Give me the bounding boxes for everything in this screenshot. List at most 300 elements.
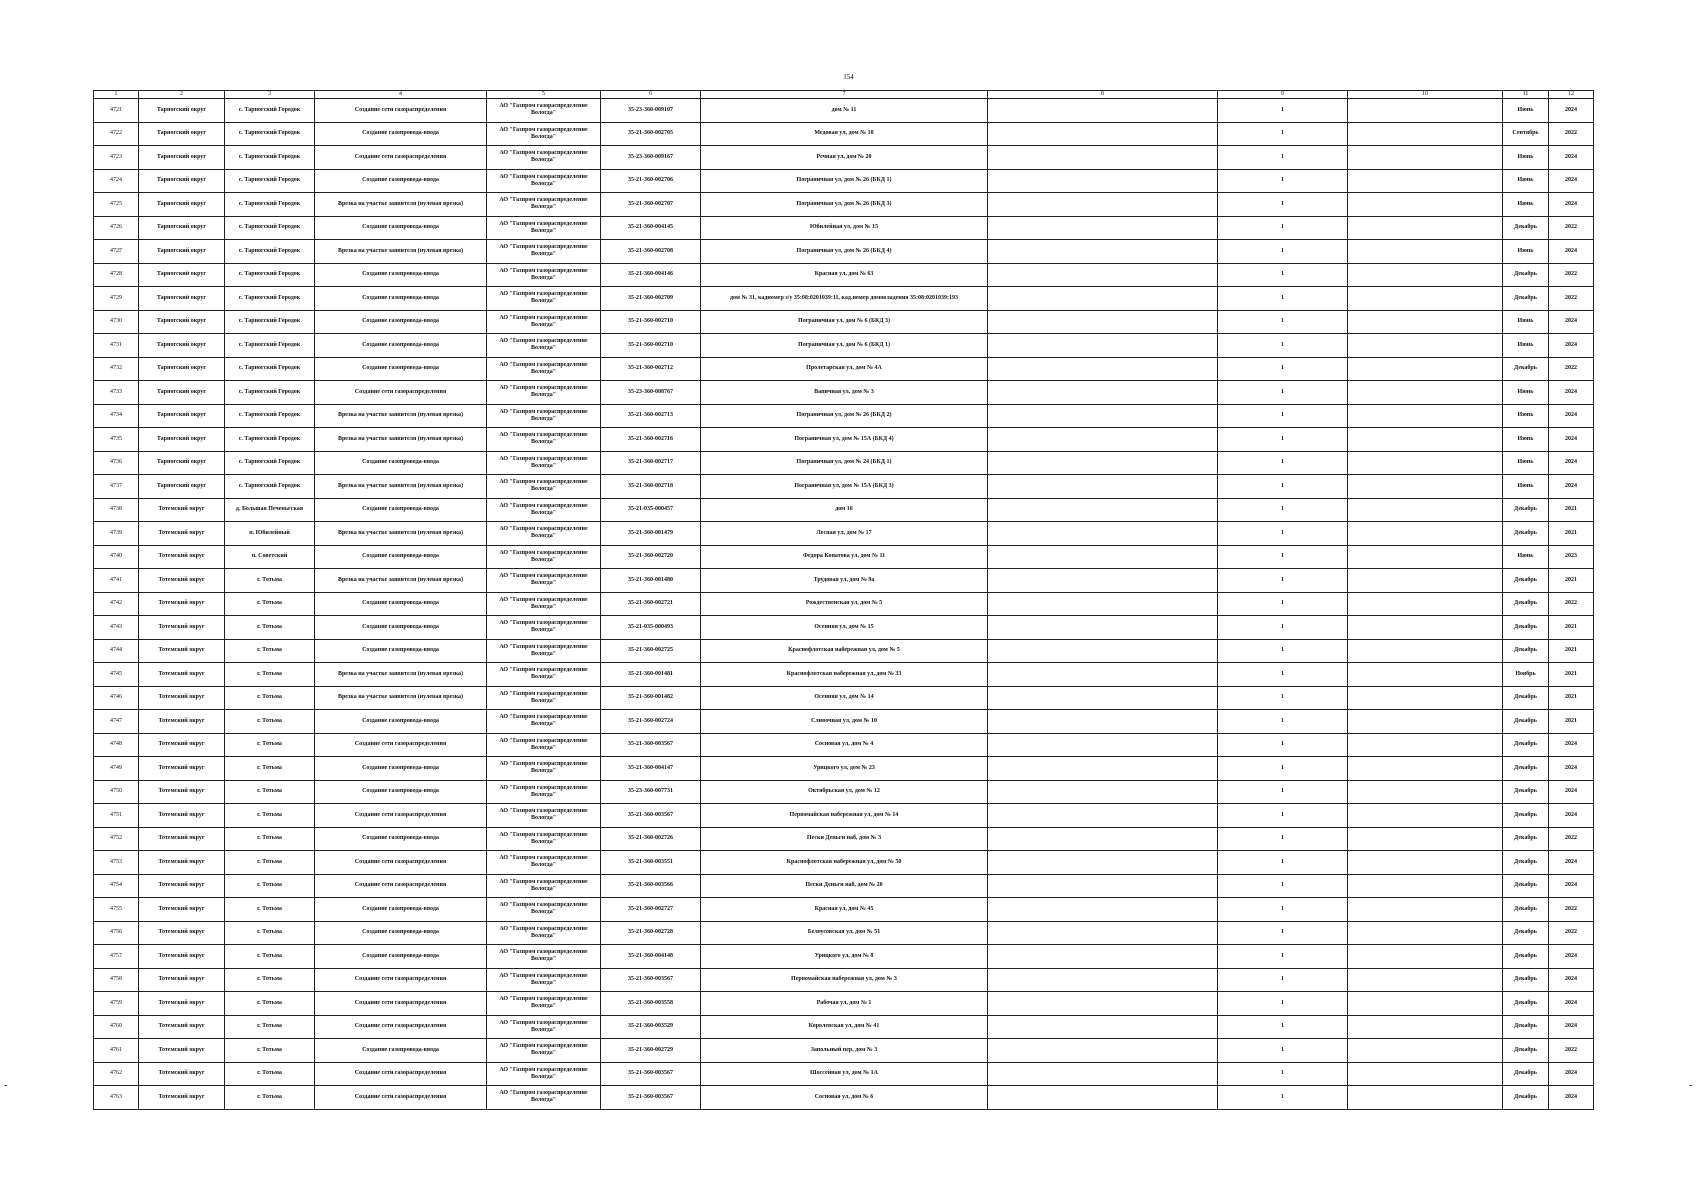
cell-district: Тотемский округ: [139, 663, 225, 687]
cell-work-type: Создание сети газораспределения: [315, 851, 487, 875]
cell-year: 2024: [1549, 310, 1594, 334]
cell-empty-col-8: [988, 945, 1218, 969]
cell-settlement: с. Тарногский Городок: [225, 287, 315, 311]
cell-year: 2024: [1549, 451, 1594, 475]
cell-row-number: 4752: [94, 827, 139, 851]
cell-settlement: с. Тарногский Городок: [225, 404, 315, 428]
cell-settlement: г. Тотьма: [225, 686, 315, 710]
cell-org-name: АО "Газпром газораспределение Вологда": [487, 545, 601, 569]
cell-district: Тотемский округ: [139, 1015, 225, 1039]
cell-address: Сливочная ул, дом № 10: [701, 710, 988, 734]
cell-org-name: АО "Газпром газораспределение Вологда": [487, 780, 601, 804]
cell-org-name: АО "Газпром газораспределение Вологда": [487, 522, 601, 546]
cell-empty-col-10: [1348, 569, 1503, 593]
cell-row-number: 4758: [94, 968, 139, 992]
registry-table: [93, 90, 1594, 1110]
cell-year: 2021: [1549, 686, 1594, 710]
cell-org-name: АО "Газпром газораспределение Вологда": [487, 428, 601, 452]
cell-empty-col-8: [988, 169, 1218, 193]
cell-empty-col-10: [1348, 1039, 1503, 1063]
cell-district: Тотемский округ: [139, 780, 225, 804]
cell-work-type: Создание газопровода-ввода: [315, 122, 487, 146]
cell-object-code: 35-23-360-008767: [601, 381, 701, 405]
cell-address: Урицкого ул, дом № 23: [701, 757, 988, 781]
cell-empty-col-10: [1348, 146, 1503, 170]
cell-org-name: АО "Газпром газораспределение Вологда": [487, 827, 601, 851]
cell-empty-col-10: [1348, 287, 1503, 311]
cell-settlement: д. Большая Печеньгская: [225, 498, 315, 522]
cell-object-code: 35-21-360-001481: [601, 663, 701, 687]
cell-quantity: 1: [1218, 404, 1348, 428]
table-body: [94, 99, 1594, 1110]
cell-empty-col-8: [988, 851, 1218, 875]
cell-district: Тарногский округ: [139, 451, 225, 475]
cell-object-code: 35-21-360-002709: [601, 287, 701, 311]
cell-work-type: Врезка на участке заявителя (нулевая врезка): [315, 193, 487, 217]
cell-address: Пограничная ул, дом № 15А (БКД 4): [701, 428, 988, 452]
cell-address: Шоссейная ул, дом № 1А: [701, 1062, 988, 1086]
cell-org-name: АО "Газпром газораспределение Вологда": [487, 639, 601, 663]
cell-empty-col-8: [988, 334, 1218, 358]
cell-org-name: АО "Газпром газораспределение Вологда": [487, 99, 601, 123]
cell-empty-col-8: [988, 146, 1218, 170]
cell-object-code: 35-21-360-001479: [601, 522, 701, 546]
table-row: [94, 357, 1594, 381]
cell-object-code: 35-21-360-002710: [601, 310, 701, 334]
cell-district: Тарногский округ: [139, 310, 225, 334]
cell-address: Пограничная ул, дом № 26 (БКД 2): [701, 404, 988, 428]
cell-month: Декабрь: [1503, 827, 1549, 851]
cell-district: Тарногский округ: [139, 169, 225, 193]
cell-empty-col-10: [1348, 216, 1503, 240]
cell-quantity: 1: [1218, 357, 1348, 381]
cell-year: 2022: [1549, 263, 1594, 287]
cell-settlement: г. Тотьма: [225, 1039, 315, 1063]
cell-empty-col-8: [988, 710, 1218, 734]
cell-row-number: 4754: [94, 874, 139, 898]
cell-district: Тотемский округ: [139, 874, 225, 898]
table-row: [94, 216, 1594, 240]
cell-row-number: 4742: [94, 592, 139, 616]
cell-year: 2024: [1549, 1062, 1594, 1086]
cell-org-name: АО "Газпром газораспределение Вологда": [487, 381, 601, 405]
cell-empty-col-8: [988, 428, 1218, 452]
cell-row-number: 4739: [94, 522, 139, 546]
cell-district: Тотемский округ: [139, 945, 225, 969]
cell-year: 2022: [1549, 287, 1594, 311]
cell-empty-col-10: [1348, 522, 1503, 546]
column-number-7: 7: [701, 91, 988, 99]
cell-work-type: Создание газопровода-ввода: [315, 921, 487, 945]
table-row: [94, 146, 1594, 170]
table-row: [94, 780, 1594, 804]
cell-district: Тотемский округ: [139, 1086, 225, 1110]
cell-month: Июнь: [1503, 193, 1549, 217]
column-number-5: 5: [487, 91, 601, 99]
cell-address: Вапичная ул, дом № 3: [701, 381, 988, 405]
cell-month: Декабрь: [1503, 851, 1549, 875]
cell-year: 2022: [1549, 827, 1594, 851]
cell-row-number: 4755: [94, 898, 139, 922]
cell-object-code: 35-21-360-004148: [601, 945, 701, 969]
cell-object-code: 35-21-360-002726: [601, 827, 701, 851]
cell-quantity: 1: [1218, 287, 1348, 311]
cell-quantity: 1: [1218, 169, 1348, 193]
cell-settlement: г. Тотьма: [225, 1015, 315, 1039]
cell-year: 2024: [1549, 945, 1594, 969]
cell-settlement: г. Тотьма: [225, 592, 315, 616]
cell-row-number: 4727: [94, 240, 139, 264]
cell-year: 2021: [1549, 663, 1594, 687]
table-row: [94, 122, 1594, 146]
cell-district: Тарногский округ: [139, 122, 225, 146]
cell-year: 2024: [1549, 428, 1594, 452]
cell-empty-col-10: [1348, 263, 1503, 287]
cell-empty-col-10: [1348, 122, 1503, 146]
cell-year: 2021: [1549, 522, 1594, 546]
cell-year: 2024: [1549, 334, 1594, 358]
cell-work-type: Создание газопровода-ввода: [315, 780, 487, 804]
cell-work-type: Создание газопровода-ввода: [315, 898, 487, 922]
cell-quantity: 1: [1218, 498, 1348, 522]
cell-quantity: 1: [1218, 686, 1348, 710]
column-number-9: 9: [1218, 91, 1348, 99]
cell-work-type: Создание газопровода-ввода: [315, 545, 487, 569]
cell-quantity: 1: [1218, 616, 1348, 640]
cell-org-name: АО "Газпром газораспределение Вологда": [487, 216, 601, 240]
cell-work-type: Создание газопровода-ввода: [315, 357, 487, 381]
cell-quantity: 1: [1218, 475, 1348, 499]
cell-district: Тотемский округ: [139, 639, 225, 663]
cell-year: 2021: [1549, 569, 1594, 593]
column-number-12: 12: [1549, 91, 1594, 99]
cell-row-number: 4748: [94, 733, 139, 757]
cell-work-type: Создание газопровода-ввода: [315, 263, 487, 287]
cell-empty-col-10: [1348, 686, 1503, 710]
cell-address: Лесная ул, дом № 17: [701, 522, 988, 546]
cell-month: Июнь: [1503, 428, 1549, 452]
cell-settlement: г. Тотьма: [225, 569, 315, 593]
cell-quantity: 1: [1218, 968, 1348, 992]
table-row: [94, 1062, 1594, 1086]
cell-settlement: с. Тарногский Городок: [225, 334, 315, 358]
cell-quantity: 1: [1218, 569, 1348, 593]
cell-object-code: 35-21-360-003567: [601, 733, 701, 757]
cell-org-name: АО "Газпром газораспределение Вологда": [487, 898, 601, 922]
cell-settlement: с. Тарногский Городок: [225, 428, 315, 452]
cell-address: Осенняя ул, дом № 14: [701, 686, 988, 710]
cell-address: Медовая ул, дом № 18: [701, 122, 988, 146]
cell-empty-col-8: [988, 381, 1218, 405]
cell-empty-col-10: [1348, 428, 1503, 452]
cell-address: Урицкого ул, дом № 8: [701, 945, 988, 969]
cell-work-type: Врезка на участке заявителя (нулевая врезка): [315, 475, 487, 499]
cell-org-name: АО "Газпром газораспределение Вологда": [487, 193, 601, 217]
cell-settlement: г. Тотьма: [225, 898, 315, 922]
cell-empty-col-10: [1348, 663, 1503, 687]
cell-empty-col-8: [988, 240, 1218, 264]
cell-settlement: с. Тарногский Городок: [225, 216, 315, 240]
cell-object-code: 35-21-360-002718: [601, 475, 701, 499]
cell-month: Декабрь: [1503, 569, 1549, 593]
table-row: [94, 522, 1594, 546]
cell-settlement: г. Тотьма: [225, 616, 315, 640]
cell-org-name: АО "Газпром газораспределение Вологда": [487, 851, 601, 875]
cell-address: дом № 31, кадномер з/у 35:08:0201039:11, кад.номер домовладения 35:08:0201039:193: [701, 287, 988, 311]
cell-quantity: 1: [1218, 898, 1348, 922]
cell-work-type: Врезка на участке заявителя (нулевая врезка): [315, 404, 487, 428]
cell-settlement: г. Тотьма: [225, 851, 315, 875]
cell-row-number: 4744: [94, 639, 139, 663]
cell-empty-col-8: [988, 663, 1218, 687]
cell-object-code: 35-21-360-002720: [601, 545, 701, 569]
cell-address: дом № 11: [701, 99, 988, 123]
cell-month: Декабрь: [1503, 616, 1549, 640]
cell-address: Пограничная ул, дом № 15А (БКД 3): [701, 475, 988, 499]
cell-row-number: 4734: [94, 404, 139, 428]
table-row: [94, 898, 1594, 922]
cell-month: Декабрь: [1503, 592, 1549, 616]
cell-row-number: 4723: [94, 146, 139, 170]
cell-address: Пограничная ул, дом № 24 (БКД 1): [701, 451, 988, 475]
cell-empty-col-8: [988, 992, 1218, 1016]
cell-quantity: 1: [1218, 193, 1348, 217]
cell-address: Рождественская ул, дом № 5: [701, 592, 988, 616]
cell-row-number: 4735: [94, 428, 139, 452]
cell-month: Декабрь: [1503, 804, 1549, 828]
cell-empty-col-8: [988, 592, 1218, 616]
cell-district: Тотемский округ: [139, 921, 225, 945]
cell-work-type: Создание газопровода-ввода: [315, 592, 487, 616]
cell-address: Пограничная ул, дом № 26 (БКД 4): [701, 240, 988, 264]
cell-row-number: 4747: [94, 710, 139, 734]
cell-object-code: 35-21-360-003558: [601, 992, 701, 1016]
table-row: [94, 710, 1594, 734]
cell-month: Декабрь: [1503, 1039, 1549, 1063]
cell-address: Пограничная ул, дом № 6 (БКД 3): [701, 310, 988, 334]
cell-month: Декабрь: [1503, 921, 1549, 945]
cell-object-code: 35-21-360-003551: [601, 851, 701, 875]
cell-object-code: 35-21-360-002729: [601, 1039, 701, 1063]
cell-quantity: 1: [1218, 310, 1348, 334]
cell-row-number: 4722: [94, 122, 139, 146]
column-number-2: 2: [139, 91, 225, 99]
cell-org-name: АО "Газпром газораспределение Вологда": [487, 334, 601, 358]
column-number-6: 6: [601, 91, 701, 99]
cell-org-name: АО "Газпром газораспределение Вологда": [487, 263, 601, 287]
cell-address: Белоусовская ул, дом № 51: [701, 921, 988, 945]
cell-district: Тотемский округ: [139, 569, 225, 593]
cell-org-name: АО "Газпром газораспределение Вологда": [487, 592, 601, 616]
column-number-3: 3: [225, 91, 315, 99]
cell-empty-col-10: [1348, 827, 1503, 851]
cell-settlement: с. Тарногский Городок: [225, 193, 315, 217]
cell-settlement: г. Тотьма: [225, 804, 315, 828]
cell-year: 2021: [1549, 498, 1594, 522]
cell-quantity: 1: [1218, 757, 1348, 781]
cell-year: 2022: [1549, 898, 1594, 922]
cell-object-code: 35-21-360-002724: [601, 710, 701, 734]
table-row: [94, 263, 1594, 287]
cell-row-number: 4751: [94, 804, 139, 828]
cell-row-number: 4737: [94, 475, 139, 499]
cell-row-number: 4724: [94, 169, 139, 193]
cell-org-name: АО "Газпром газораспределение Вологда": [487, 146, 601, 170]
cell-work-type: Врезка на участке заявителя (нулевая врезка): [315, 663, 487, 687]
cell-empty-col-10: [1348, 334, 1503, 358]
cell-address: Пролетарская ул, дом № 4А: [701, 357, 988, 381]
table-row: [94, 921, 1594, 945]
cell-object-code: 35-21-360-003566: [601, 874, 701, 898]
cell-year: 2024: [1549, 146, 1594, 170]
cell-row-number: 4749: [94, 757, 139, 781]
cell-month: Июнь: [1503, 475, 1549, 499]
column-number-8: 8: [988, 91, 1218, 99]
table-row: [94, 428, 1594, 452]
cell-row-number: 4741: [94, 569, 139, 593]
cell-object-code: 35-21-360-002710: [601, 334, 701, 358]
cell-address: Красная ул, дом № 63: [701, 263, 988, 287]
cell-year: 2024: [1549, 804, 1594, 828]
cell-settlement: г. Тотьма: [225, 733, 315, 757]
cell-month: Декабрь: [1503, 216, 1549, 240]
cell-work-type: Создание газопровода-ввода: [315, 310, 487, 334]
cell-row-number: 4761: [94, 1039, 139, 1063]
cell-org-name: АО "Газпром газораспределение Вологда": [487, 616, 601, 640]
cell-row-number: 4728: [94, 263, 139, 287]
cell-object-code: 35-21-360-002721: [601, 592, 701, 616]
table-row: [94, 569, 1594, 593]
cell-quantity: 1: [1218, 122, 1348, 146]
cell-settlement: с. Тарногский Городок: [225, 310, 315, 334]
cell-row-number: 4740: [94, 545, 139, 569]
table-row: [94, 1086, 1594, 1110]
cell-year: 2024: [1549, 240, 1594, 264]
cell-org-name: АО "Газпром газораспределение Вологда": [487, 710, 601, 734]
cell-address: Федора Конатова ул, дом № 11: [701, 545, 988, 569]
cell-empty-col-8: [988, 757, 1218, 781]
cell-quantity: 1: [1218, 733, 1348, 757]
cell-object-code: 35-23-360-009107: [601, 99, 701, 123]
cell-year: 2024: [1549, 874, 1594, 898]
column-number-10: 10: [1348, 91, 1503, 99]
cell-object-code: 35-21-360-002725: [601, 639, 701, 663]
cell-empty-col-8: [988, 1086, 1218, 1110]
column-number-4: 4: [315, 91, 487, 99]
cell-month: Декабрь: [1503, 733, 1549, 757]
cell-object-code: 35-21-360-001482: [601, 686, 701, 710]
cell-org-name: АО "Газпром газораспределение Вологда": [487, 169, 601, 193]
cell-quantity: 1: [1218, 146, 1348, 170]
cell-year: 2024: [1549, 1015, 1594, 1039]
table-row: [94, 804, 1594, 828]
cell-work-type: Создание газопровода-ввода: [315, 757, 487, 781]
cell-month: Декабрь: [1503, 357, 1549, 381]
cell-quantity: 1: [1218, 240, 1348, 264]
cell-month: Декабрь: [1503, 992, 1549, 1016]
cell-month: Декабрь: [1503, 522, 1549, 546]
cell-org-name: АО "Газпром газораспределение Вологда": [487, 686, 601, 710]
cell-row-number: 4726: [94, 216, 139, 240]
cell-org-name: АО "Газпром газораспределение Вологда": [487, 357, 601, 381]
cell-work-type: Создание сети газораспределения: [315, 99, 487, 123]
cell-empty-col-10: [1348, 780, 1503, 804]
cell-empty-col-10: [1348, 381, 1503, 405]
cell-month: Декабрь: [1503, 498, 1549, 522]
cell-quantity: 1: [1218, 451, 1348, 475]
cell-year: 2024: [1549, 757, 1594, 781]
cell-org-name: АО "Газпром газораспределение Вологда": [487, 122, 601, 146]
cell-object-code: 35-21-035-000457: [601, 498, 701, 522]
cell-address: Пограничная ул, дом № 6 (БКД 1): [701, 334, 988, 358]
cell-address: Осенняя ул, дом № 15: [701, 616, 988, 640]
table-row: [94, 475, 1594, 499]
cell-empty-col-10: [1348, 804, 1503, 828]
cell-month: Декабрь: [1503, 639, 1549, 663]
cell-settlement: г. Тотьма: [225, 1062, 315, 1086]
cell-org-name: АО "Газпром газораспределение Вологда": [487, 945, 601, 969]
cell-work-type: Создание сети газораспределения: [315, 146, 487, 170]
cell-empty-col-8: [988, 1015, 1218, 1039]
table-row: [94, 733, 1594, 757]
cell-object-code: 35-21-360-002717: [601, 451, 701, 475]
cell-quantity: 1: [1218, 1039, 1348, 1063]
cell-year: 2024: [1549, 968, 1594, 992]
cell-district: Тотемский округ: [139, 1039, 225, 1063]
table-row: [94, 1039, 1594, 1063]
cell-empty-col-8: [988, 827, 1218, 851]
cell-empty-col-10: [1348, 710, 1503, 734]
cell-quantity: 1: [1218, 545, 1348, 569]
cell-settlement: с. Тарногский Городок: [225, 451, 315, 475]
table-row: [94, 686, 1594, 710]
cell-org-name: АО "Газпром газораспределение Вологда": [487, 757, 601, 781]
cell-work-type: Врезка на участке заявителя (нулевая врезка): [315, 522, 487, 546]
cell-work-type: Создание сети газораспределения: [315, 381, 487, 405]
cell-address: Сосновая ул, дом № 4: [701, 733, 988, 757]
cell-work-type: Создание газопровода-ввода: [315, 334, 487, 358]
cell-work-type: Создание сети газораспределения: [315, 1086, 487, 1110]
cell-month: Сентябрь: [1503, 122, 1549, 146]
cell-row-number: 4725: [94, 193, 139, 217]
cell-object-code: 35-21-360-001480: [601, 569, 701, 593]
cell-year: 2022: [1549, 1039, 1594, 1063]
cell-month: Декабрь: [1503, 263, 1549, 287]
cell-settlement: с. Тарногский Городок: [225, 475, 315, 499]
cell-year: 2022: [1549, 122, 1594, 146]
cell-district: Тарногский округ: [139, 193, 225, 217]
cell-empty-col-10: [1348, 1062, 1503, 1086]
cell-settlement: с. Тарногский Городок: [225, 169, 315, 193]
cell-settlement: с. Тарногский Городок: [225, 240, 315, 264]
table-row: [94, 757, 1594, 781]
cell-month: Декабрь: [1503, 1062, 1549, 1086]
cell-row-number: 4733: [94, 381, 139, 405]
cell-empty-col-10: [1348, 733, 1503, 757]
cell-empty-col-8: [988, 99, 1218, 123]
cell-year: 2024: [1549, 851, 1594, 875]
cell-quantity: 1: [1218, 99, 1348, 123]
cell-object-code: 35-21-360-003567: [601, 1062, 701, 1086]
cell-work-type: Создание сети газораспределения: [315, 804, 487, 828]
table-row: [94, 381, 1594, 405]
cell-row-number: 4757: [94, 945, 139, 969]
cell-address: Красная ул, дом № 45: [701, 898, 988, 922]
cell-empty-col-10: [1348, 639, 1503, 663]
cell-year: 2021: [1549, 616, 1594, 640]
cell-year: 2024: [1549, 475, 1594, 499]
cell-object-code: 35-21-360-003529: [601, 1015, 701, 1039]
